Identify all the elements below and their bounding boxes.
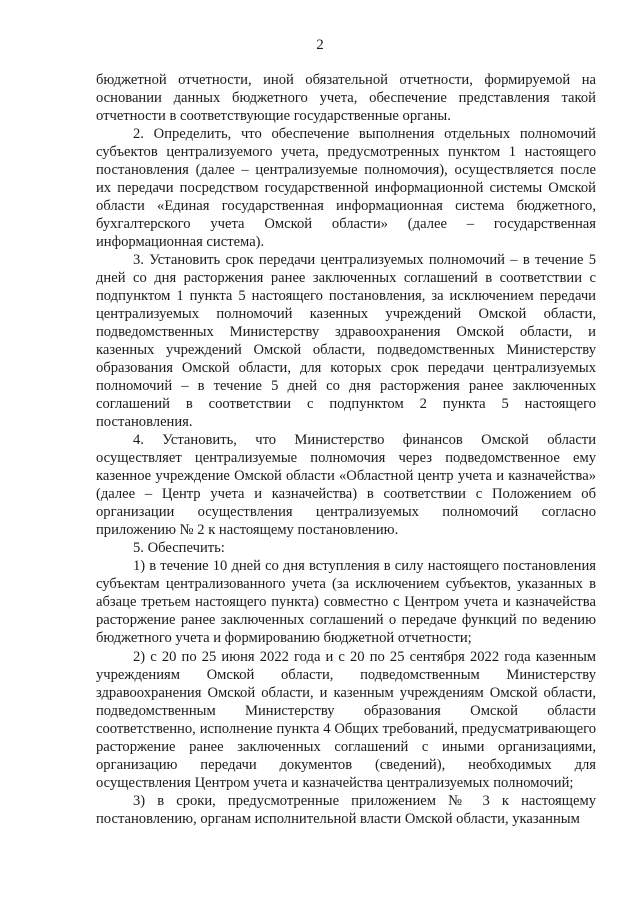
document-body	[96, 71, 596, 828]
paragraph-item-4: 4. Установить, что Министерство финансов Омской области осуществляет централизуемые полномочия через подведомственное ему казенное учреждение Омской области «Областной центр учета и казначейства» (далее – Центр учета и казначейства) в соответствии с Положением об организации осуществления централизуемых полномочий согласно приложению № 2 к настоящему постановлению.	[96, 432, 596, 539]
page-number: 2	[316, 37, 324, 53]
paragraph-item-3: 3. Установить срок передачи централизуемых полномочий – в течение 5 дней со дня расторжения ранее заключенных соглашений в соответствии с подпунктом 1 пункта 5 настоящего постановления, за исключением передачи централизуемых полномочий казенных учреждений Омской области, подведомственных Министерству здравоохранения Омской области, и казенных учреждений Омской области, подведомственных Министерству образования Омской области, для которых срок передачи централизуемых полномочий – в течение 5 дней со дня расторжения ранее заключенных соглашений в соответствии с подпунктом 2 пункта 5 настоящего постановления.	[96, 252, 596, 431]
paragraph-item-5: 5. Обеспечить:	[133, 540, 225, 557]
subparagraph-5-2: 2) с 20 по 25 июня 2022 года и с 20 по 25 сентября 2022 года казенным учреждениям Омской области, подведомственным Министерству здравоохранения Омской области, и казенным учреждениям Омской области, подведомственным Министерству образования Омской области соответственно, исполнение пункта 4 Общих требований, предусматривающего расторжение ранее заключенных соглашений с иными организациями, организацию передачи документов (сведений), необходимых для осуществления Центром учета и казначейства централизуемых полномочий;	[96, 648, 596, 791]
paragraph-item-2: 2. Определить, что обеспечение выполнения отдельных полномочий субъектов централизуемого учета, предусмотренных пунктом 1 настоящего постановления (далее – централизуемые полномочия), осуществляется после их передачи посредством государственной информационной системы Омской области «Единая государственная информационная система бюджетного, бухгалтерского учета Омской области» (далее – государственная информационная система).	[96, 126, 596, 251]
paragraph-continuation: бюджетной отчетности, иной обязательной отчетности, формируемой на основании данных бюджетного учета, обеспечение представления такой отчетности в соответствующие государственные органы.	[96, 72, 596, 125]
subparagraph-5-3: 3) в сроки, предусмотренные приложением № 3 к настоящему постановлению, органам исполнительной власти Омской области, указанным	[96, 792, 596, 827]
subparagraph-5-1: 1) в течение 10 дней со дня вступления в силу настоящего постановления субъектам централизованного учета (за исключением субъектов, указанных в абзаце третьем настоящего пункта) совместно с Центром учета и казначейства расторжение ранее заключенных соглашений о передаче функций по ведению бюджетного учета и формированию бюджетной отчетности;	[96, 558, 596, 647]
